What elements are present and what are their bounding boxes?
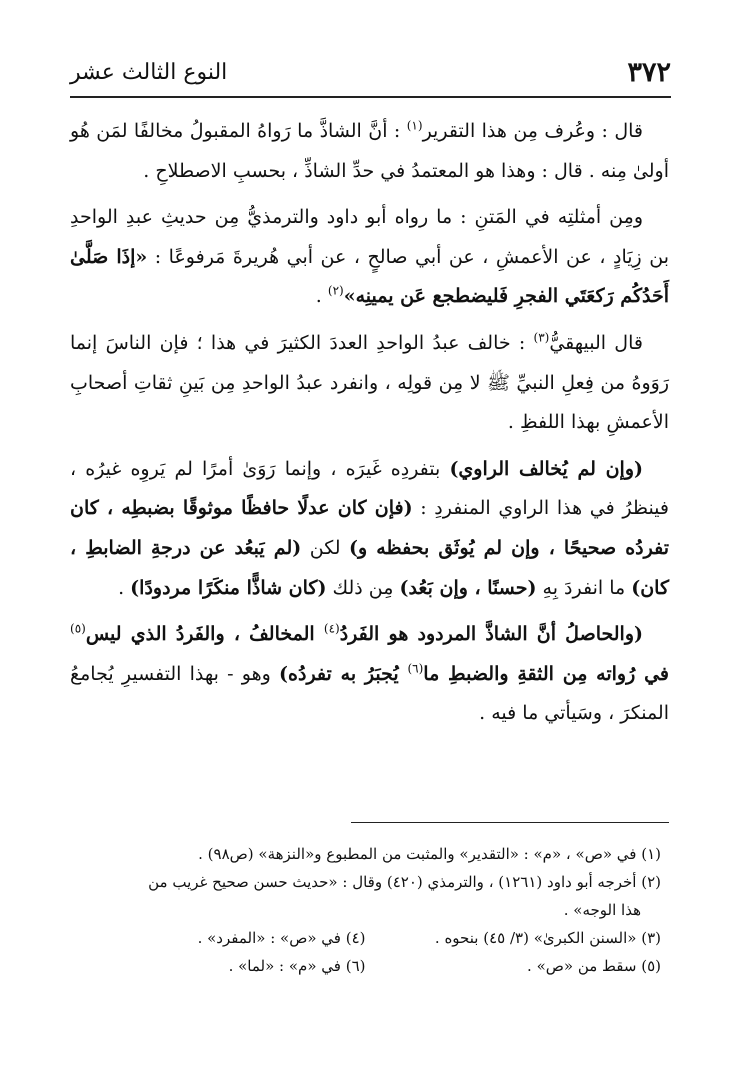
matn-text: في رُواته مِن الثقةِ والضبطِ ما [423, 662, 669, 685]
main-text [70, 112, 669, 741]
commentary-text: بتفردِه غَيرَه ، وإنما رَوَىٰ أمرًا لم يَروِه غيرُه ، فينظرُ في هذا الراوي المنفردِ : [70, 457, 669, 520]
footnote-2-continued: هذا الوجه» . [563, 901, 641, 919]
footnote-ref-4[interactable]: (٤) [323, 621, 340, 636]
footnote-row [70, 952, 661, 980]
page-number: ٣٧٢ [627, 56, 671, 88]
footnote-ref-3[interactable]: (٣) [533, 330, 550, 345]
matn-text: المخالفُ ، والفَردُ الذي ليس [85, 623, 324, 646]
hadith-quote: «إذَا صَلَّىٰ أَحَدُكُم رَكعَتَي الفجرِ فَليضطجع عَن يمينِه» [70, 245, 669, 308]
footnote-row [70, 924, 661, 952]
matn-text: (كان شاذًّا منكَرًا مردودًا) [130, 576, 327, 599]
commentary-text: . [118, 576, 131, 599]
paragraph-3 [70, 324, 669, 443]
footnote-ref-6[interactable]: (٦) [407, 661, 424, 676]
footnote-4: (٤) في «ص» : «المفرد» . [197, 929, 366, 947]
footnote-5: (٥) سقط من «ص» . [527, 957, 661, 975]
footnote-6: (٦) في «م» : «لما» . [228, 957, 366, 975]
matn-text: (وإن لم يُخالف الراوي) [449, 457, 643, 480]
text-run: قال البيهقيُّ [549, 331, 643, 354]
text-run: قال : وعُرف مِن هذا التقرير [422, 120, 644, 142]
paragraph-2 [70, 198, 669, 317]
footnotes [70, 840, 661, 980]
paragraph-5 [70, 615, 669, 734]
matn-text: (لم يَبعُد عن درجةِ الضابطِ ، كان) [70, 536, 669, 599]
paragraph-1 [70, 112, 669, 191]
footnote-1: (١) في «ص» ، «م» : «التقدير» والمثبت من المطبوع و«النزهة» (ص٩٨) . [198, 845, 661, 863]
footnote-2: (٢) أخرجه أبو داود (١٢٦١) ، والترمذي (٤٢٠) وقال : «حديث حسن صحيح غريب من [148, 873, 661, 891]
header-divider [70, 96, 671, 98]
text-run: ومِن أمثلتِه في المَتنِ : ما رواه أبو داود والترمذيُّ مِن حديثِ عبدِ الواحدِ بن زِيَادٍ ، عن الأعمشِ ، عن أبي صالحٍ ، عن أبي هُريرةَ مَرفوعًا : [70, 206, 669, 268]
footnote-divider [351, 822, 669, 823]
chapter-title: النوع الثالث عشر [70, 59, 228, 85]
matn-text: (فإن كان عدلًا حافظًا موثوقًا بضبطِه ، كان تفردُه صحيحًا ، وإن لم يُوثَق بحفظه و) [70, 497, 669, 559]
paragraph-4 [70, 450, 669, 608]
commentary-text: لكن [301, 536, 350, 559]
footnote-ref-1[interactable]: (١) [406, 118, 423, 133]
commentary-text: مِن ذلك [326, 576, 400, 599]
footnote-3: (٣) «السنن الكبرىٰ» (٣/ ٤٥) بنحوه . [434, 929, 661, 947]
footnote-ref-2[interactable]: (٢) [327, 284, 344, 299]
text-run: : أنَّ الشاذَّ ما رَواهُ المقبولُ مخالفًا لمَن هُو أولىٰ مِنه . قال : وهذا هو المعتمدُ في حدِّ الشاذِّ ، بحسبِ الاصطلاحِ . [70, 120, 669, 182]
running-header [70, 52, 671, 92]
commentary-text: وهو - بهذا التفسيرِ يُجامعُ المنكرَ ، وسَيأتي ما فيه . [70, 662, 669, 725]
commentary-text: ما انفردَ بِهِ [536, 576, 632, 599]
text-run: . [315, 285, 328, 308]
matn-text: يُجبَرُ به تفردُه) [279, 662, 408, 685]
text-run: : خالف عبدُ الواحدِ العددَ الكثيرَ في هذا ؛ فإن الناسَ إنما رَوَوهُ من فِعلِ النبيِّ ﷺ لا مِن قولِه ، وانفرد عبدُ الواحدِ مِن بَينِ ثقاتِ أصحابِ الأعمشِ بهذا اللفظِ . [70, 331, 669, 434]
footnote-ref-5[interactable]: (٥) [70, 621, 86, 636]
matn-text: (والحاصلُ أنَّ الشاذَّ المردود هو الفَردُ [339, 623, 643, 646]
matn-text: (حسنًا ، وإن بَعُد) [399, 576, 537, 599]
